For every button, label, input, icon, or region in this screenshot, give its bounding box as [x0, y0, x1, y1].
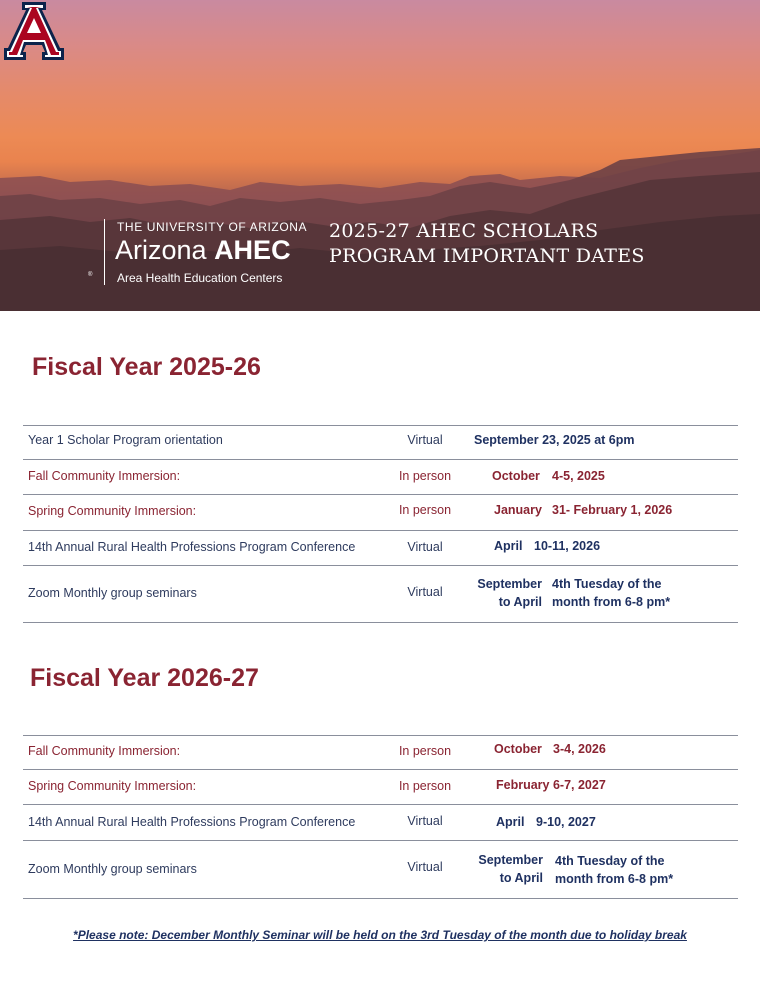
fy1-row2-label: Fall Community Immersion: [28, 469, 181, 483]
fy1-row1-mode: Virtual [407, 433, 443, 447]
fy2-row4-date-start: September [478, 853, 543, 867]
fy1-row5-date-range [462, 575, 542, 611]
fy2-row3-mode: Virtual [407, 814, 443, 828]
fy1-row4-date-month: April [494, 539, 523, 553]
table-rule-accent [110, 898, 388, 899]
fy1-row3-label: Spring Community Immersion: [28, 504, 197, 518]
table-rule [23, 840, 738, 841]
fy2-row4-mode: Virtual [407, 860, 443, 874]
fy1-row1-date: September 23, 2025 at 6pm [474, 433, 635, 447]
footnote: *Please note: December Monthly Seminar will be held on the 3rd Tuesday of the month due to holiday break [73, 928, 687, 942]
fy2-row4-date-end: to April [499, 871, 543, 885]
fy2-row2-label: Spring Community Immersion: [28, 779, 197, 793]
fy1-row4-label: 14th Annual Rural Health Professions Program Conference [28, 540, 356, 554]
fy1-heading: Fiscal Year 2025-26 [32, 353, 261, 381]
fy1-row5-date-detail [552, 575, 670, 611]
fy2-row1-label: Fall Community Immersion: [28, 744, 181, 758]
table-rule [23, 735, 738, 736]
fy1-row3-date-days: 31- February 1, 2026 [552, 503, 673, 517]
fy1-row5-detail-line1: 4th Tuesday of the [552, 577, 662, 591]
fy2-row2-mode: In person [398, 779, 452, 793]
org-name-light: Arizona [115, 235, 207, 265]
fy2-row3-date-month: April [496, 815, 525, 829]
page-title-line2: PROGRAM IMPORTANT DATES [329, 245, 645, 267]
page-title-line1: 2025-27 AHEC SCHOLARS [329, 220, 599, 242]
university-name: THE UNIVERSITY OF ARIZONA [117, 220, 308, 234]
fy2-heading: Fiscal Year 2026-27 [30, 664, 259, 692]
fy2-row4-label: Zoom Monthly group seminars [28, 862, 197, 876]
table-rule [23, 459, 738, 460]
fy2-row1-date-days: 3-4, 2026 [553, 742, 606, 756]
fy1-row5-date-end: to April [498, 595, 542, 609]
table-rule [23, 494, 738, 495]
table-rule [23, 425, 738, 426]
fy1-row5-date-start: September [477, 577, 542, 591]
fy1-row2-mode: In person [398, 469, 452, 483]
table-rule [23, 530, 738, 531]
table-rule [23, 565, 738, 566]
table-rule [23, 804, 738, 805]
fy2-row4-detail-line2: month from 6-8 pm* [555, 872, 674, 886]
fy2-row1-date-month: October [494, 742, 542, 756]
table-rule [23, 769, 738, 770]
fy2-row4-detail-line1: 4th Tuesday of the [555, 854, 665, 868]
org-subtitle: Area Health Education Centers [117, 271, 283, 285]
fy1-row4-date-days: 10-11, 2026 [534, 539, 601, 553]
fy2-row3-label: 14th Annual Rural Health Professions Program Conference [28, 815, 356, 829]
registered-mark: ® [88, 272, 93, 278]
fy2-row3-date-days: 9-10, 2027 [536, 815, 596, 829]
fy1-row5-mode: Virtual [407, 585, 443, 599]
fy2-row4-date-range [463, 851, 543, 887]
fy1-row1-label: Year 1 Scholar Program orientation [28, 433, 223, 447]
fy1-row5-detail-line2: month from 6-8 pm* [552, 595, 671, 609]
logo-divider [104, 219, 105, 285]
table-rule [23, 622, 738, 623]
fy1-row5-label: Zoom Monthly group seminars [28, 586, 197, 600]
fy2-row1-mode: In person [398, 744, 452, 758]
page-title [329, 219, 645, 269]
header-banner [0, 0, 760, 311]
fy1-row2-date-days: 4-5, 2025 [552, 469, 605, 483]
org-name-bold: AHEC [214, 235, 291, 265]
fy1-row3-date-month: January [494, 503, 542, 517]
fy2-row2-date: February 6-7, 2027 [496, 778, 606, 792]
university-logo-icon [0, 0, 68, 62]
fy1-row3-mode: In person [398, 503, 452, 517]
fy1-row4-mode: Virtual [407, 540, 443, 554]
fy1-row2-date-month: October [492, 469, 540, 483]
fy2-row4-date-detail [555, 852, 673, 888]
org-name [115, 233, 291, 267]
